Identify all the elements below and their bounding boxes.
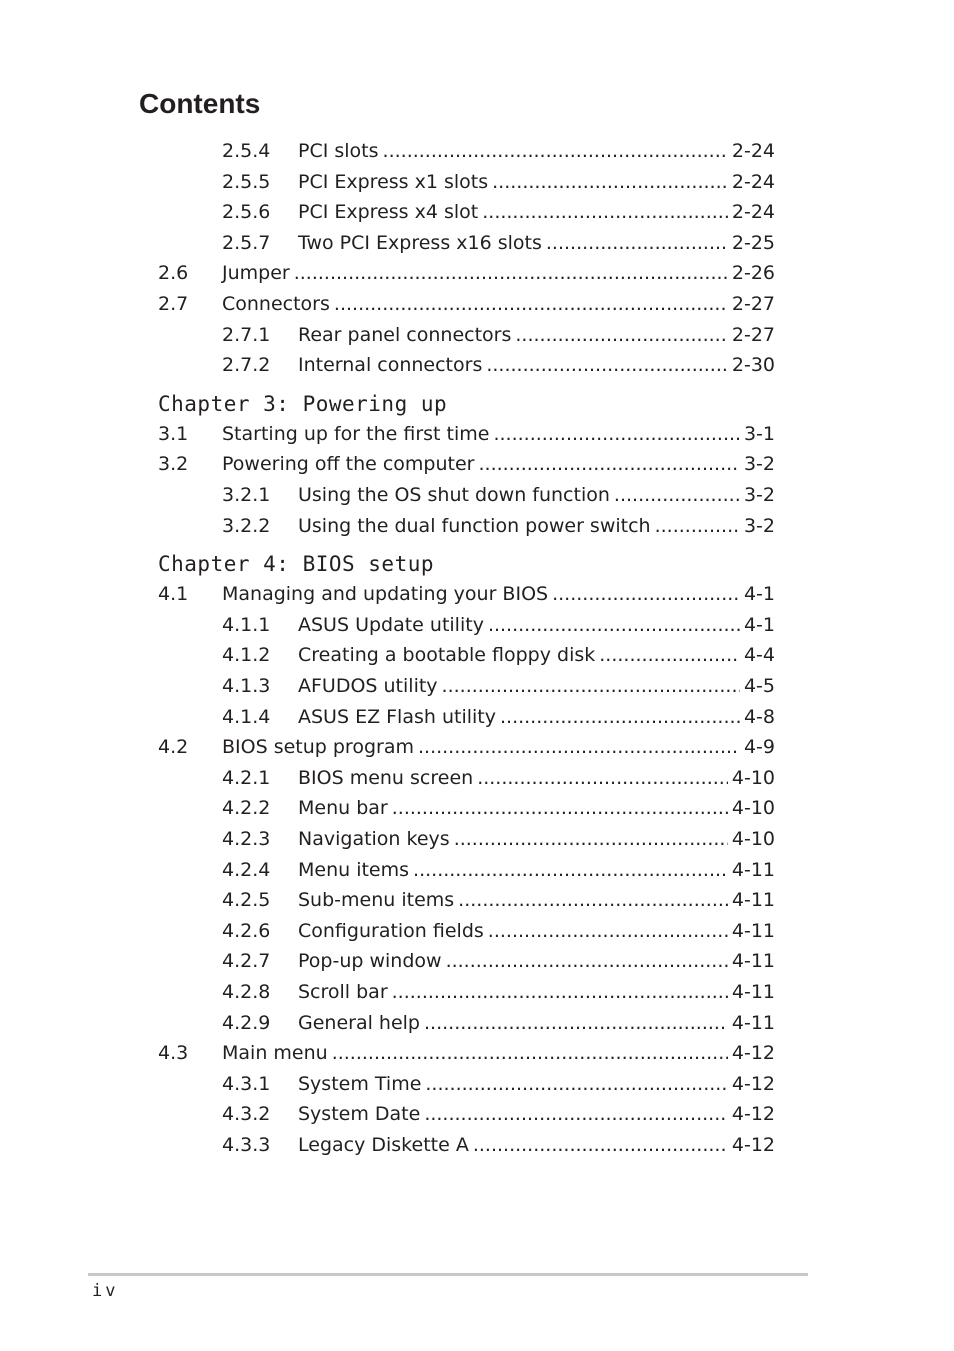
toc-entry-page: 2-27 — [731, 323, 775, 346]
toc-entry-title: Creating a bootable floppy disk — [298, 644, 596, 667]
toc-entry-title: Legacy Diskette A — [298, 1134, 469, 1156]
toc-entry-title: Using the dual function power switch — [298, 514, 651, 537]
toc-entry[interactable] — [158, 732, 775, 762]
toc-entry-number: 4.2.5 — [222, 889, 271, 912]
toc-entry[interactable] — [222, 885, 775, 915]
toc-entry[interactable] — [222, 1069, 775, 1099]
dot-leader — [383, 136, 728, 166]
dot-leader — [546, 228, 728, 258]
dot-leader — [418, 732, 740, 762]
dot-leader — [493, 419, 739, 449]
toc-entry-page: 4-11 — [731, 919, 775, 942]
dot-leader — [599, 640, 740, 670]
dot-leader — [477, 763, 728, 793]
toc-entry-number: 2.7.2 — [222, 354, 271, 377]
toc-entry[interactable] — [222, 640, 775, 670]
toc-entry-number: 4.1.4 — [222, 705, 271, 728]
toc-entry-number: 2.7.1 — [222, 323, 271, 346]
toc-entry-title: System Time — [298, 1072, 422, 1095]
toc-entry-title: Configuration fields — [298, 919, 484, 942]
toc-entry[interactable] — [158, 289, 775, 319]
toc-entry-title: PCI Express x1 slots — [298, 170, 489, 193]
toc-entry[interactable] — [222, 1130, 775, 1160]
toc-entry[interactable] — [222, 702, 775, 732]
toc-entry[interactable] — [222, 1008, 775, 1038]
dot-leader — [478, 449, 739, 479]
toc-entry-number: 4.2.6 — [222, 919, 271, 942]
toc-entry-number: 4.2 — [158, 736, 189, 759]
toc-entry[interactable] — [222, 824, 775, 854]
toc-entry[interactable] — [222, 977, 775, 1007]
toc-entry-page: 2-24 — [731, 201, 775, 224]
toc-entry-title: Starting up for the first time — [222, 422, 490, 445]
toc-entry-number: 4.1.2 — [222, 644, 271, 667]
dot-leader — [294, 258, 728, 288]
toc-entry-title: Two PCI Express x16 slots — [298, 231, 542, 254]
dot-leader — [454, 824, 728, 854]
toc-entry-title: PCI slots — [298, 140, 379, 162]
toc-entry-title: Sub-menu items — [298, 889, 455, 912]
toc-entry-title: Jumper — [222, 262, 290, 285]
dot-leader — [424, 1099, 728, 1129]
toc-entry-number: 3.1 — [158, 422, 189, 445]
toc-entry-number: 2.7 — [158, 293, 189, 315]
toc-entry[interactable] — [158, 258, 775, 288]
toc-entry-number: 2.5.4 — [222, 140, 271, 162]
toc-entry-number: 4.2.1 — [222, 766, 271, 789]
toc-entry-number: 4.1 — [158, 583, 189, 606]
toc-entry-number: 2.5.5 — [222, 170, 271, 193]
toc-entry-page: 4-8 — [743, 705, 775, 728]
dot-leader — [442, 671, 740, 701]
dot-leader — [655, 511, 740, 541]
toc-entry-page: 4-1 — [743, 583, 775, 606]
toc-entry[interactable] — [222, 320, 775, 350]
toc-entry-number: 4.1.1 — [222, 613, 271, 636]
dot-leader — [392, 793, 728, 823]
toc-entry-number: 4.3.2 — [222, 1103, 271, 1126]
chapter-heading: Chapter 3: Powering up — [158, 391, 448, 416]
toc-entry-page: 4-10 — [731, 828, 775, 850]
dot-leader — [552, 579, 740, 609]
toc-entry[interactable] — [222, 916, 775, 946]
toc-entry-title: Scroll bar — [298, 981, 388, 1003]
toc-entry-number: 2.5.7 — [222, 231, 271, 254]
toc-entry[interactable] — [158, 579, 775, 609]
toc-entry-page: 4-11 — [731, 950, 775, 973]
toc-entry[interactable] — [158, 1038, 775, 1068]
toc-entry-number: 4.2.8 — [222, 981, 271, 1003]
toc-entry-number: 4.3.1 — [222, 1072, 271, 1095]
toc-entry[interactable] — [222, 946, 775, 976]
toc-entry-title: Connectors — [222, 293, 330, 315]
toc-entry[interactable] — [222, 855, 775, 885]
toc-entry[interactable] — [222, 228, 775, 258]
toc-entry[interactable] — [158, 419, 775, 449]
dot-leader — [492, 167, 728, 197]
toc-entry-page: 2-24 — [731, 140, 775, 162]
toc-entry-number: 3.2.1 — [222, 484, 271, 506]
toc-entry-number: 4.2.9 — [222, 1011, 271, 1034]
dot-leader — [332, 1038, 728, 1068]
toc-entry-title: General help — [298, 1011, 420, 1034]
toc-entry-number: 4.1.3 — [222, 675, 271, 697]
page-number: iv — [92, 1281, 119, 1301]
toc-entry-title: PCI Express x4 slot — [298, 201, 479, 224]
toc-entry[interactable] — [158, 449, 775, 479]
toc-entry-page: 4-4 — [743, 644, 775, 667]
dot-leader — [424, 1008, 728, 1038]
toc-entry-page: 4-11 — [731, 889, 775, 912]
toc-entry-number: 3.2 — [158, 453, 189, 476]
toc-entry-page: 4-10 — [731, 797, 775, 820]
toc-entry-title: AFUDOS utility — [298, 675, 438, 697]
toc-entry-page: 4-11 — [731, 981, 775, 1003]
toc-entry[interactable] — [222, 511, 775, 541]
toc-entry-title: Menu bar — [298, 797, 388, 820]
toc-entry-number: 4.2.2 — [222, 797, 271, 820]
toc-entry[interactable] — [222, 167, 775, 197]
dot-leader — [488, 610, 740, 640]
toc-entry-number: 2.6 — [158, 262, 189, 285]
toc-entry-page: 4-1 — [743, 613, 775, 636]
toc-entry-page: 4-11 — [731, 1011, 775, 1034]
toc-entry-page: 4-11 — [731, 858, 775, 881]
toc-entry[interactable] — [222, 1099, 775, 1129]
dot-leader — [614, 480, 740, 510]
toc-entry-page: 4-10 — [731, 766, 775, 789]
toc-entry-title: Powering off the computer — [222, 453, 475, 476]
toc-entry[interactable] — [222, 671, 775, 701]
toc-entry-number: 4.2.3 — [222, 828, 271, 850]
dot-leader — [488, 916, 728, 946]
toc-entry[interactable] — [222, 610, 775, 640]
toc-entry[interactable] — [222, 763, 775, 793]
toc-entry-page: 2-30 — [731, 354, 775, 377]
toc-entry-number: 3.2.2 — [222, 514, 271, 537]
toc-entry-page: 3-2 — [743, 514, 775, 537]
toc-entry-page: 2-26 — [731, 262, 775, 285]
toc-entry-number: 4.2.7 — [222, 950, 271, 973]
dot-leader — [334, 289, 728, 319]
toc-entry-title: Pop-up window — [298, 950, 442, 973]
toc-entry-page: 3-1 — [743, 422, 775, 445]
toc-entry-title: Internal connectors — [298, 354, 483, 377]
toc-entry-page: 2-27 — [731, 293, 775, 315]
toc-entry[interactable] — [222, 350, 775, 380]
toc-entry-title: Using the OS shut down function — [298, 484, 610, 506]
toc-entry-number: 4.3 — [158, 1042, 189, 1065]
dot-leader — [515, 320, 728, 350]
page-title: Contents — [139, 88, 261, 119]
toc-entry[interactable] — [222, 197, 775, 227]
dot-leader — [486, 350, 728, 380]
dot-leader — [392, 977, 728, 1007]
toc-entry-page: 4-12 — [731, 1072, 775, 1095]
toc-entry-page: 3-2 — [743, 453, 775, 476]
toc-entry-title: Main menu — [222, 1042, 328, 1065]
dot-leader — [446, 946, 728, 976]
toc-entry-number: 2.5.6 — [222, 201, 271, 224]
toc-entry-title: ASUS Update utility — [298, 613, 484, 636]
toc-entry-title: Menu items — [298, 858, 410, 881]
toc-entry-page: 4-12 — [731, 1042, 775, 1065]
toc-entry-title: Rear panel connectors — [298, 323, 512, 346]
toc-entry-page: 4-9 — [743, 736, 775, 759]
toc-entry[interactable] — [222, 136, 775, 166]
toc-entry-page: 4-12 — [731, 1103, 775, 1126]
footer-divider — [88, 1273, 808, 1276]
toc-entry-title: System Date — [298, 1103, 421, 1126]
dot-leader — [458, 885, 728, 915]
dot-leader — [500, 702, 740, 732]
toc-entry[interactable] — [222, 480, 775, 510]
toc-entry-page: 4-5 — [743, 675, 775, 697]
toc-entry-title: BIOS setup program — [222, 736, 414, 759]
toc-entry-number: 4.2.4 — [222, 858, 271, 881]
toc-entry-page: 4-12 — [731, 1134, 775, 1156]
dot-leader — [425, 1069, 727, 1099]
dot-leader — [413, 855, 728, 885]
toc-entry-title: ASUS EZ Flash utility — [298, 705, 496, 728]
toc-entry-title: Managing and updating your BIOS — [222, 583, 549, 606]
dot-leader — [473, 1130, 728, 1160]
toc-entry-number: 4.3.3 — [222, 1134, 271, 1156]
chapter-heading: Chapter 4: BIOS setup — [158, 552, 435, 577]
dot-leader — [482, 197, 728, 227]
toc-entry-page: 2-25 — [731, 231, 775, 254]
toc-entry-page: 2-24 — [731, 170, 775, 193]
toc-entry-page: 3-2 — [743, 484, 775, 506]
toc-entry-title: Navigation keys — [298, 828, 450, 850]
toc-entry[interactable] — [222, 793, 775, 823]
toc-entry-title: BIOS menu screen — [298, 766, 474, 789]
